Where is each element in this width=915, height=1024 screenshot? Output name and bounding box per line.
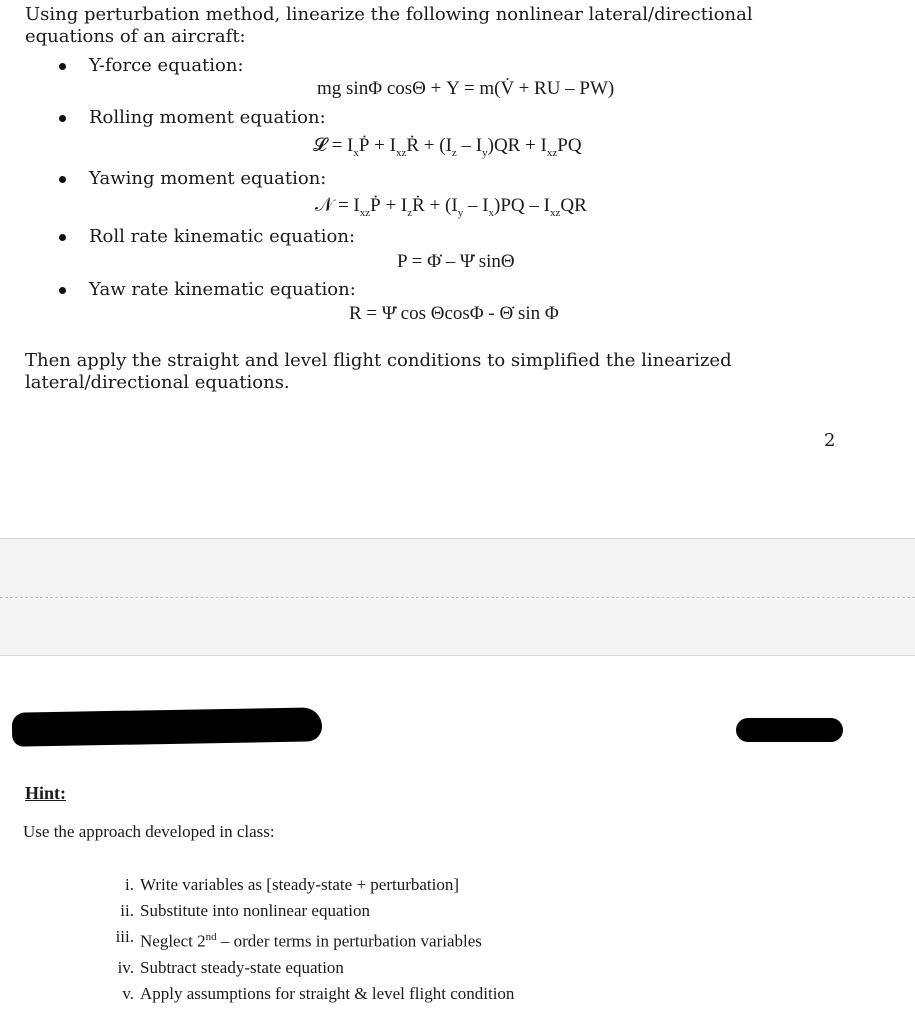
roll-rate-equation: P = Φ̇ – Ψ̇ sinΘ xyxy=(397,251,515,272)
page-break-line xyxy=(0,597,915,598)
redaction-mark-left xyxy=(12,707,323,746)
step-text: Apply assumptions for straight & level flight condition xyxy=(140,983,515,1003)
conclusion-text: Then apply the straight and level flight conditions to simplified the linearized lateral/directional equations. xyxy=(25,350,732,393)
yaw-rate-equation: R = Ψ̇ cos ΘcosΦ - Θ̇ sin Φ xyxy=(349,303,559,324)
step-number: iv. xyxy=(117,957,134,977)
step-text xyxy=(140,924,482,955)
bullet-icon xyxy=(59,63,66,70)
step-number: ii. xyxy=(120,901,134,920)
list-item xyxy=(100,924,514,955)
hint-steps-list xyxy=(100,872,514,1007)
bullet-icon xyxy=(59,115,66,122)
list-item xyxy=(100,955,514,981)
step-number: v. xyxy=(122,983,134,1003)
page-break-bottom xyxy=(0,599,915,656)
step-text-part: – order terms in perturbation variables xyxy=(216,931,482,951)
step-text: Substitute into nonlinear equation xyxy=(140,901,370,920)
bullet-icon xyxy=(59,234,66,241)
bullet-icon xyxy=(59,287,66,294)
rolling-moment-label: Rolling moment equation: xyxy=(89,107,326,128)
yawing-moment-label: Yawing moment equation: xyxy=(89,168,327,189)
step-text: Subtract steady-state equation xyxy=(140,957,344,977)
page-break-top xyxy=(0,538,915,597)
hint-title: Hint: xyxy=(25,783,67,803)
list-item xyxy=(100,872,514,898)
step-number: i. xyxy=(125,875,134,894)
ordinal-suffix: nd xyxy=(205,931,217,943)
step-number: iii. xyxy=(115,927,134,946)
redaction-mark-right xyxy=(736,718,843,742)
y-force-equation: mg sinΦ cosΘ + Y = m(V̇ + RU – PW) xyxy=(317,78,615,99)
problem-intro: Using perturbation method, linearize the following nonlinear lateral/directional equations of an aircraft: xyxy=(25,4,753,47)
list-item xyxy=(100,898,514,924)
step-text-part: Neglect 2 xyxy=(140,931,206,951)
y-force-label: Y-force equation: xyxy=(89,55,244,76)
yaw-rate-label: Yaw rate kinematic equation: xyxy=(89,279,356,300)
bullet-icon xyxy=(59,176,66,183)
roll-rate-label: Roll rate kinematic equation: xyxy=(89,226,356,247)
list-item xyxy=(100,981,514,1007)
step-text: Write variables as [steady-state + perturbation] xyxy=(140,875,460,894)
hint-intro: Use the approach developed in class: xyxy=(23,822,275,841)
rolling-moment-equation: 𝓛 = $I_xṖ$ + $I_{xz}Ṙ + (I_z - I_y)QR + I_{xz}PQ$ xyxy=(313,135,582,159)
page-number: 2 xyxy=(824,430,836,451)
yawing-moment-equation: 𝒩 = $I_{xz}Ṗ$ + $I_zṘ + (I_y - I_x)PQ - I_{xz}QR$ xyxy=(315,195,587,219)
